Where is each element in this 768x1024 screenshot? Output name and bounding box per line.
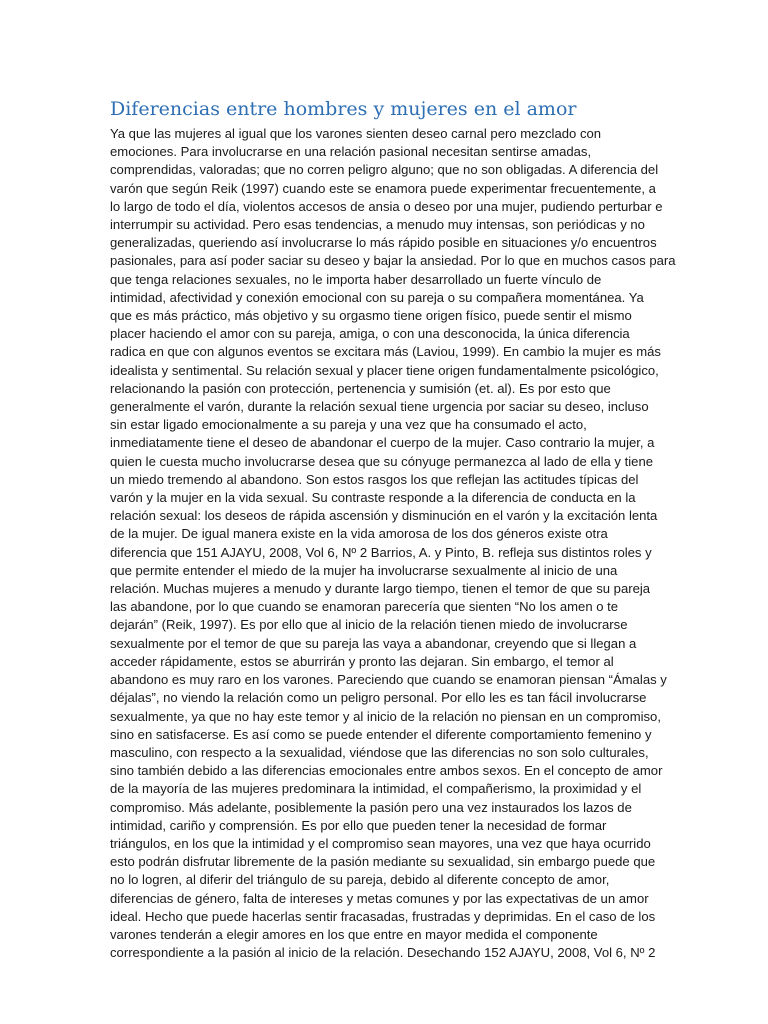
text-line: varón que según Reik (1997) cuando este se enamora puede experimentar frecuentemente, a bbox=[110, 180, 656, 196]
text-line: las abandone, por lo que cuando se enamoran parecería que sienten “No los amen o te bbox=[110, 599, 619, 615]
text-line: idealista y sentimental. Su relación sexual y placer tiene origen fundamentalmente psicológico, bbox=[110, 362, 659, 378]
text-line: que es más práctico, más objetivo y su orgasmo tiene origen físico, puede sentir el mismo bbox=[110, 308, 632, 324]
text-line: Ya que las mujeres al igual que los varones sienten deseo carnal pero mezclado con bbox=[110, 126, 602, 141]
text-line: déjalas”, no viendo la relación como un peligro personal. Por ello les es tan fácil involucrarse bbox=[110, 690, 647, 706]
text-line: correspondiente a la pasión al inicio de la relación. Desechando 152 AJAYU, 2008, Vol 6, Nº 2 bbox=[110, 945, 656, 961]
text-line: sin estar ligado emocionalmente a su pareja y una vez que ha consumado el acto, bbox=[110, 417, 587, 433]
text-line: sino también debido a las diferencias emocionales entre ambos sexos. En el concepto de amor bbox=[110, 763, 663, 779]
text-line: radica en que con algunos eventos se excitara más (Laviou, 1999). En cambio la mujer es más bbox=[110, 344, 661, 360]
text-line: masculino, con respecto a la sexualidad, viéndose que las diferencias no son solo culturales, bbox=[110, 744, 649, 760]
text-line: generalizadas, queriendo así involucrarse lo más rápido posible en situaciones y/o encuentros bbox=[110, 235, 657, 251]
text-line: relacionando la pasión con protección, pertenencia y sumisión (et. al). Es por esto que bbox=[110, 380, 611, 396]
text-line: sexualmente por el temor de que su pareja las vaya a abandonar, creyendo que si llegan a bbox=[110, 635, 637, 651]
document-content bbox=[110, 96, 676, 962]
text-line: lo largo de todo el día, violentos accesos de ansia o deseo por una mujer, pudiendo perturbar e bbox=[110, 198, 663, 214]
text-line: sexualmente, ya que no hay este temor y al inicio de la relación no piensan en un compromiso, bbox=[110, 708, 661, 724]
text-line: que tenga relaciones sexuales, no le importa haber desarrollado un fuerte vínculo de bbox=[110, 271, 602, 287]
text-line: triángulos, en los que la intimidad y el compromiso sean mayores, una vez que haya ocurrido bbox=[110, 835, 651, 851]
text-line: acceder rápidamente, estos se aburrirán y pronto las dejaran. Sin embargo, el temor al bbox=[110, 653, 614, 669]
text-line: diferencias de género, falta de intereses y metas comunes y por las expectativas de un amor bbox=[110, 890, 649, 906]
document-title: Diferencias entre hombres y mujeres en el amor bbox=[110, 98, 577, 120]
text-line: compromiso. Más adelante, posiblemente la pasión pero una vez instaurados los lazos de bbox=[110, 799, 632, 815]
text-line: varón y la mujer en la vida sexual. Su contraste responde a la diferencia de conducta en la bbox=[110, 490, 636, 506]
text-line: intimidad, cariño y comprensión. Es por ello que pueden tener la necesidad de formar bbox=[110, 817, 607, 833]
text-line: relación sexual: los deseos de rápida ascensión y disminución en el varón y la excitación lenta bbox=[110, 508, 658, 524]
text-line: esto podrán disfrutar libremente de la pasión mediante su sexualidad, sin embargo puede que bbox=[110, 854, 656, 870]
text-line: emociones. Para involucrarse en una relación pasional necesitan sentirse amadas, bbox=[110, 144, 592, 160]
text-line: abandono es muy raro en los varones. Pareciendo que cuando se enamoran piensan “Ámalas y bbox=[110, 672, 667, 688]
text-line: de la mayoría de las mujeres predominara la intimidad, el compañerismo, la proximidad y el bbox=[110, 781, 642, 797]
text-line: un miedo tremendo al abandono. Son estos rasgos los que reflejan las actitudes típicas del bbox=[110, 471, 639, 487]
text-line: placer haciendo el amor con su pareja, amiga, o con una desconocida, la única diferencia bbox=[110, 326, 630, 342]
text-line: ideal. Hecho que puede hacerlas sentir fracasadas, frustradas y deprimidas. En el caso de los bbox=[110, 908, 656, 924]
text-line: relación. Muchas mujeres a menudo y durante largo tiempo, tienen el temor de que su pareja bbox=[110, 581, 651, 597]
text-line: de la mujer. De igual manera existe en la vida amorosa de los dos géneros existe otra bbox=[110, 526, 608, 542]
text-line: varones tenderán a elegir amores en los que entre en mayor medida el componente bbox=[110, 926, 598, 942]
text-line: generalmente el varón, durante la relación sexual tiene urgencia por saciar su deseo, incluso bbox=[110, 399, 649, 415]
text-line: inmediatamente tiene el deseo de abandonar el cuerpo de la mujer. Caso contrario la mujer, a bbox=[110, 435, 655, 451]
document-body bbox=[110, 125, 676, 962]
text-line: pasionales, para así poder saciar su deseo y bajar la ansiedad. Por lo que en muchos casos para bbox=[110, 253, 676, 269]
text-line: sino en satisfacerse. Es así como se puede entender el diferente comportamiento femenino y bbox=[110, 726, 652, 742]
text-line: interrumpir su actividad. Pero esas tendencias, a menudo muy intensas, son periódicas y no bbox=[110, 217, 645, 233]
text-line: que permite entender el miedo de la mujer ha involucrarse sexualmente al inicio de una bbox=[110, 562, 618, 578]
text-line: no lo logren, al diferir del triángulo de su pareja, debido al diferente concepto de amor, bbox=[110, 872, 610, 888]
text-line: comprendidas, valoradas; que no corren peligro alguno; que no son obligadas. A diferencia del bbox=[110, 162, 659, 178]
text-line: diferencia que 151 AJAYU, 2008, Vol 6, Nº 2 Barrios, A. y Pinto, B. refleja sus distintos roles y bbox=[110, 544, 652, 560]
text-line: dejarán” (Reik, 1997). Es por ello que al inicio de la relación tienen miedo de involucrarse bbox=[110, 617, 628, 633]
text-line: intimidad, afectividad y conexión emocional con su pareja o su compañera momentánea. Ya bbox=[110, 289, 644, 305]
text-line: quien le cuesta mucho involucrarse desea que su cónyuge permanezca al lado de ella y tiene bbox=[110, 453, 654, 469]
